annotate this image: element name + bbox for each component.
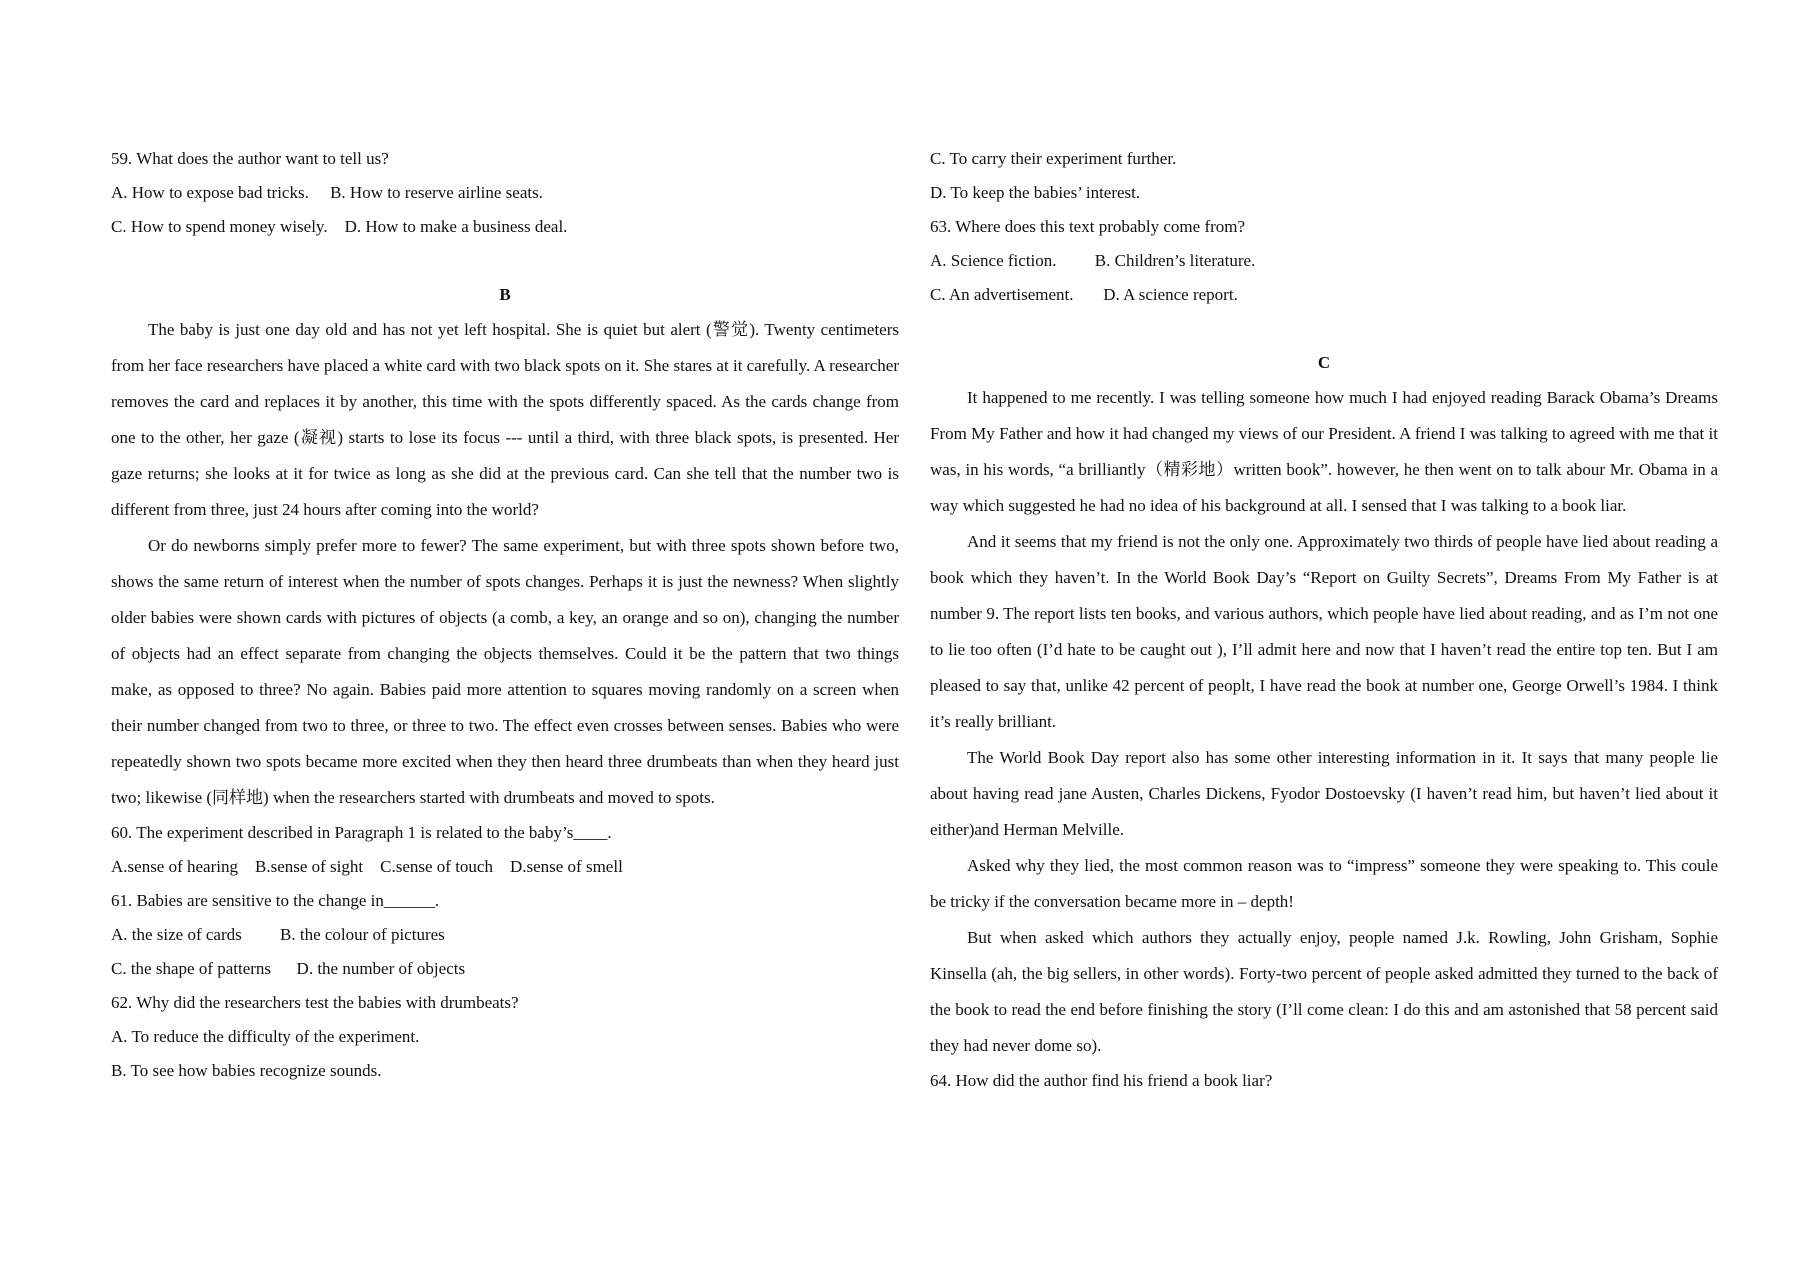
section-b-paragraph-1: The baby is just one day old and has not yet left hospital. She is quiet but alert (警觉). Twenty centimeters from her face researchers have placed a white card with two black spots on it. She stares at it carefully. A researcher removes the card and replaces it by another, this time with the spots differently spaced. As the cards change from one to the other, her gaze (凝视) starts to lose its focus --- until a third, with three black spots, is presented. Her gaze returns; she looks at it for twice as long as she did at the previous card. Can she tell that the number two is different from three, just 24 hours after coming into the world? [111,320,899,519]
section-c-paragraph-4: Asked why they lied, the most common reason was to “impress” someone they were speaking to. This coule be tricky if the conversation became more in – depth! [930,856,1718,911]
right-column [930,142,1718,1098]
question-60-options: A.sense of hearing B.sense of sight C.sense of touch D.sense of smell [111,857,623,876]
question-63-options-row1: A. Science fiction. B. Children’s literature. [930,251,1256,270]
question-62-stem: 62. Why did the researchers test the babies with drumbeats? [111,993,519,1012]
spacer [930,312,1718,346]
section-c-paragraph-3: The World Book Day report also has some other interesting information in it. It says that many people lie about having read jane Austen, Charles Dickens, Fyodor Dostoevsky (I haven’t read him, but haven’t lied about it either)and Herman Melville. [930,748,1718,839]
question-62-option-c: C. To carry their experiment further. [930,149,1177,168]
question-61-stem: 61. Babies are sensitive to the change in______. [111,891,440,910]
section-c-paragraph-5: But when asked which authors they actually enjoy, people named J.k. Rowling, John Grisham, Sophie Kinsella (ah, the big sellers, in other words). Forty-two percent of people asked admitted they turned to the back of the book to read the end before finishing the story (I’ll come clean: I do this and am astonished that 58 percent said they had never dome so). [930,928,1718,1055]
question-62-option-b: B. To see how babies recognize sounds. [111,1061,382,1080]
question-59-options-row1: A. How to expose bad tricks. B. How to reserve airline seats. [111,183,543,202]
question-63-stem: 63. Where does this text probably come from? [930,217,1246,236]
question-64-stem: 64. How did the author find his friend a book liar? [930,1071,1273,1090]
section-c-paragraph-1: It happened to me recently. I was telling someone how much I had enjoyed reading Barack Obama’s Dreams From My Father and how it had changed my views of our President. A friend I was talking to agreed with me that it was, in his words, “a brilliantly（精彩地）written book”. however, he then went on to talk abour Mr. Obama in a way which suggested he had no idea of his background at all. I sensed that I was talking to a book liar. [930,388,1718,515]
section-b-heading: B [499,285,511,304]
question-61-options-row2: C. the shape of patterns D. the number of objects [111,959,466,978]
question-61-options-row1: A. the size of cards B. the colour of pictures [111,925,445,944]
question-63-options-row2: C. An advertisement. D. A science report. [930,285,1238,304]
left-column [111,142,899,1088]
question-59-options-row2: C. How to spend money wisely. D. How to make a business deal. [111,217,568,236]
question-62-option-d: D. To keep the babies’ interest. [930,183,1141,202]
question-62-option-a: A. To reduce the difficulty of the experiment. [111,1027,420,1046]
section-c-paragraph-2: And it seems that my friend is not the only one. Approximately two thirds of people have lied about reading a book which they haven’t. In the World Book Day’s “Report on Guilty Secrets”, Dreams From My Father is at number 9. The report lists ten books, and various authors, which people have lied about reading, and as I’m not one to lie too often (I’d hate to be caught out ), I’ll admit here and now that I haven’t read the entire top ten. But I am pleased to say that, unlike 42 percent of peoplt, I have read the book at number one, George Orwell’s 1984. I think it’s really brilliant. [930,532,1718,731]
question-60-stem: 60. The experiment described in Paragraph 1 is related to the baby’s____. [111,823,612,842]
spacer [111,244,899,278]
question-59-stem: 59. What does the author want to tell us? [111,149,389,168]
section-c-heading: C [1317,353,1331,372]
section-b-paragraph-2: Or do newborns simply prefer more to fewer? The same experiment, but with three spots shown before two, shows the same return of interest when the number of spots changes. Perhaps it is just the newness? When slightly older babies were shown cards with pictures of objects (a comb, a key, an orange and so on), changing the number of objects had an effect separate from changing the objects themselves. Could it be the pattern that two things make, as opposed to three? No again. Babies paid more attention to squares moving randomly on a screen when their number changed from two to three, or three to two. The effect even crosses between senses. Babies who were repeatedly shown two spots became more excited when they then heard three drumbeats than when they heard just two; likewise (同样地) when the researchers started with drumbeats and moved to spots. [111,536,899,807]
